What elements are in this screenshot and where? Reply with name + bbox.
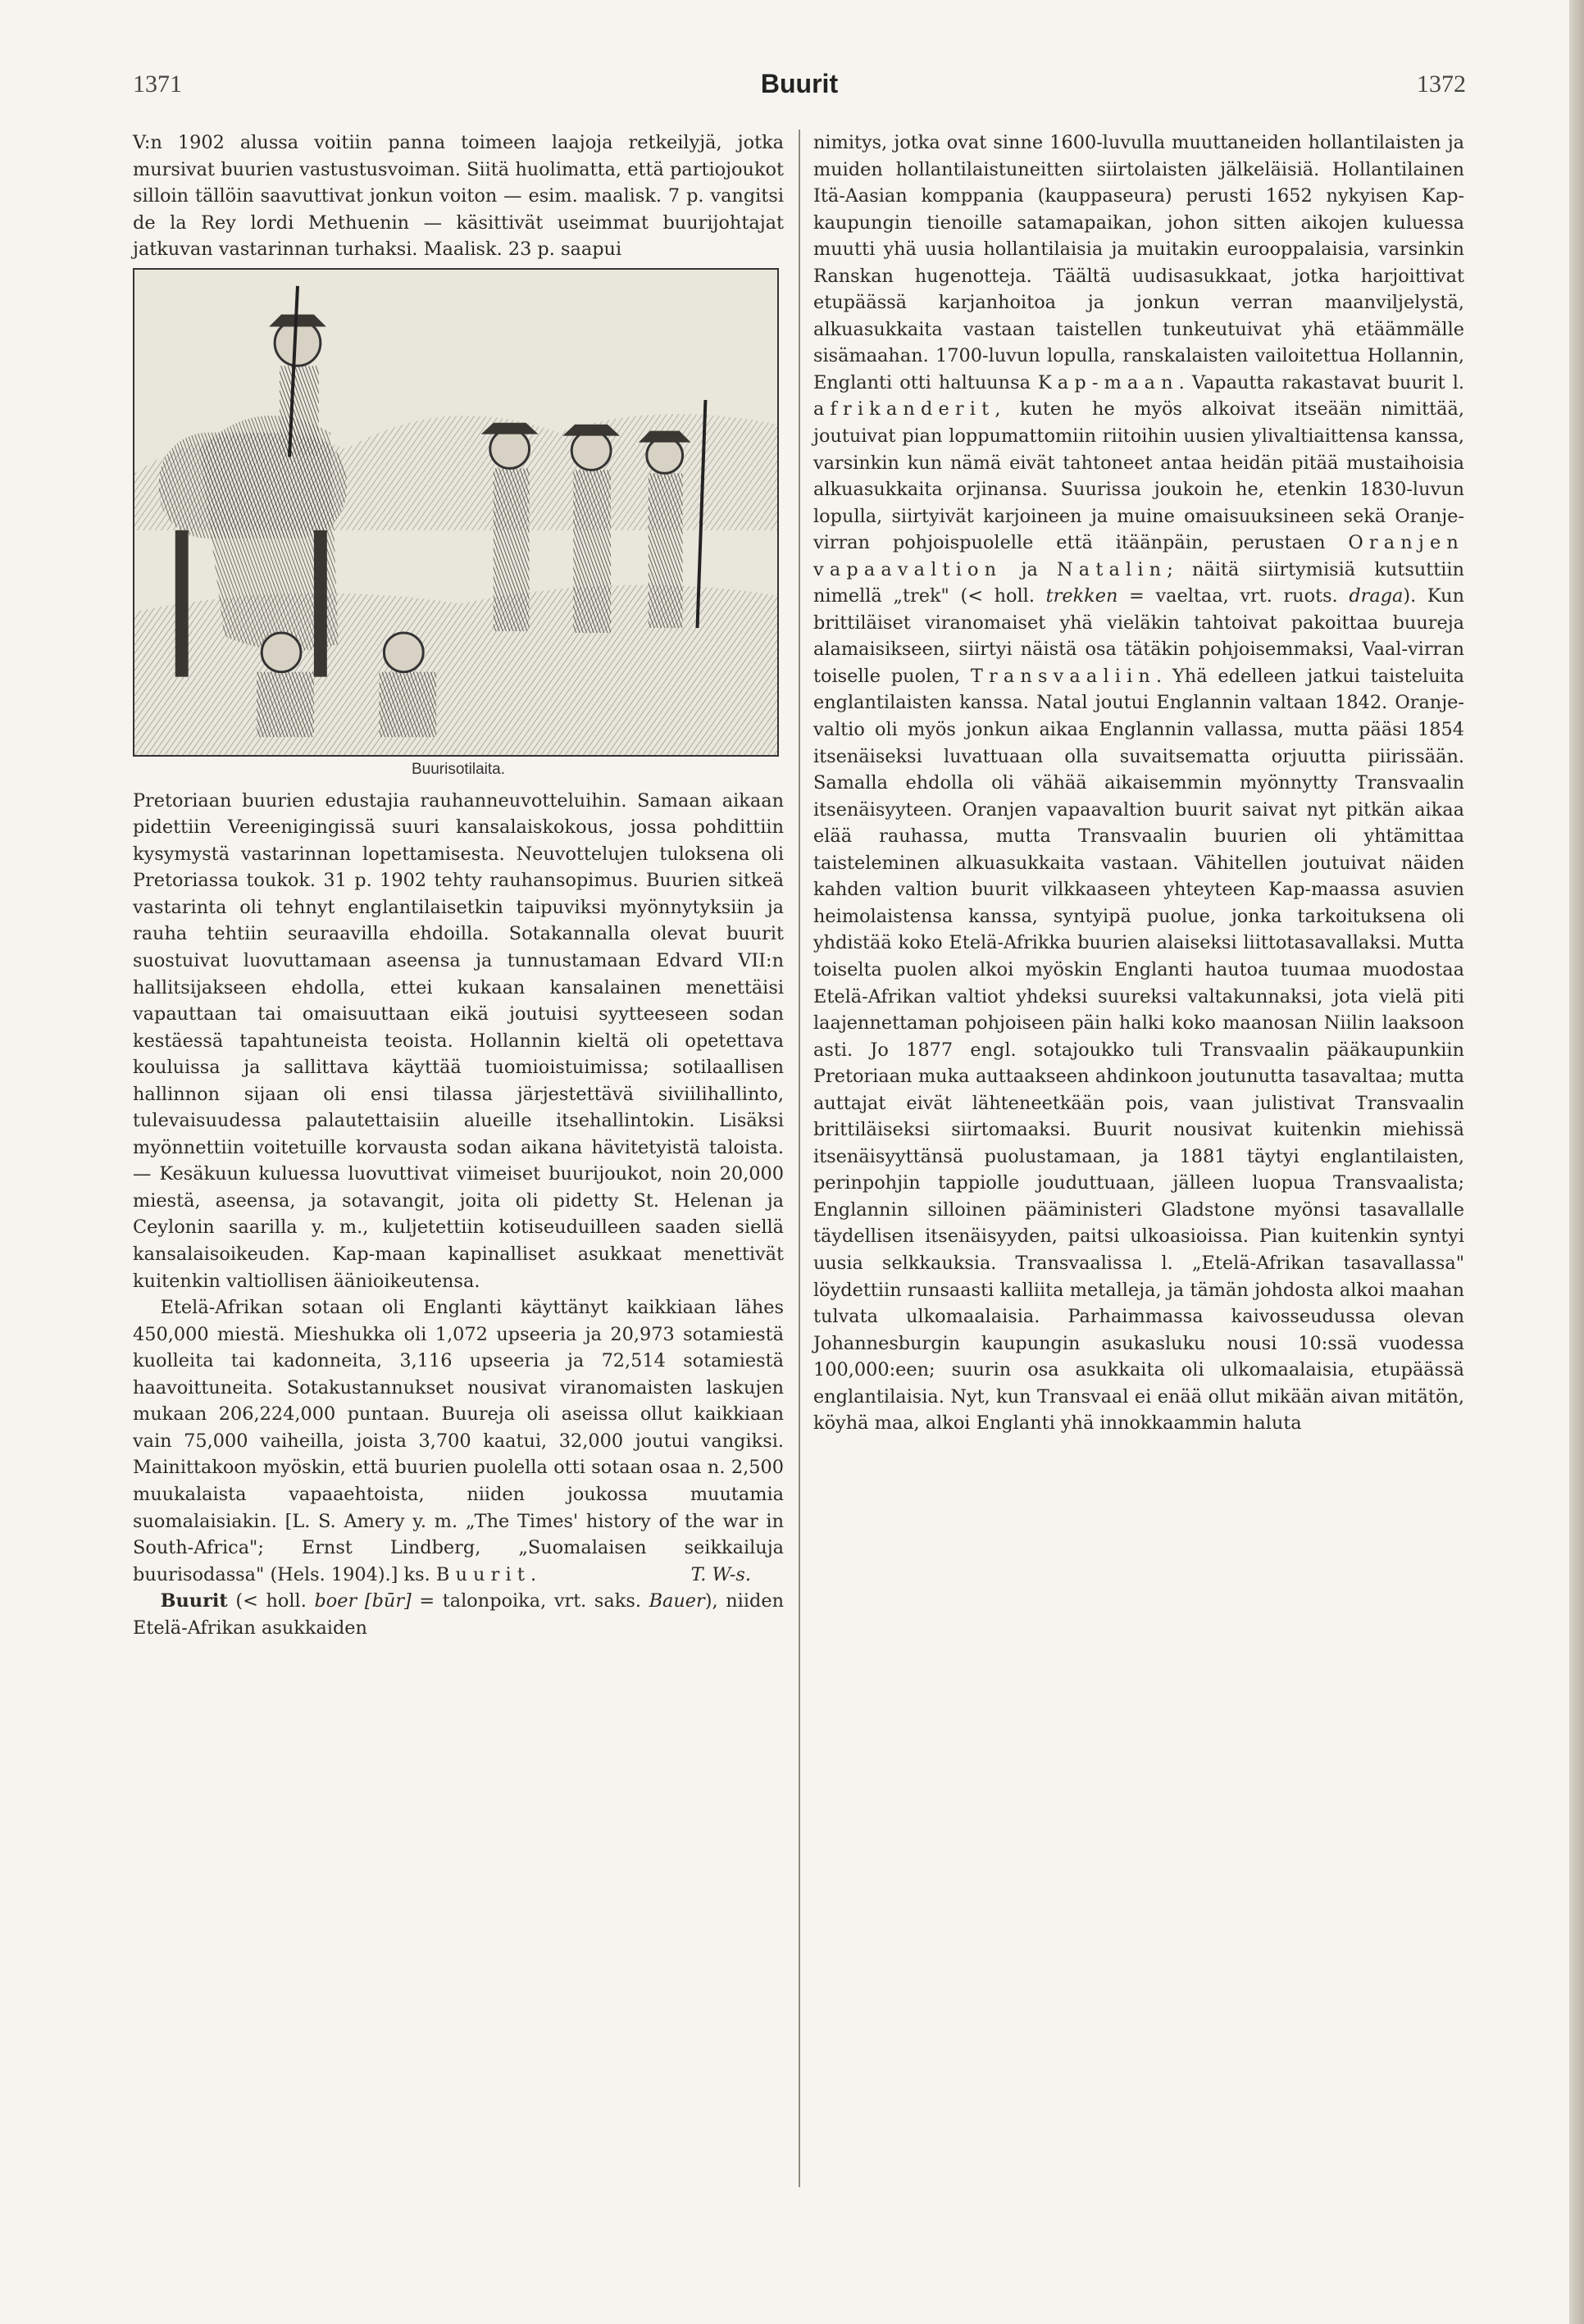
entry-part-a: (< holl. xyxy=(227,1590,315,1612)
right-text-5: ; näitä siirtymisiä kutsuttiin nimellä „trek" (< holl. xyxy=(813,558,1464,607)
entry-buurit xyxy=(133,1588,784,1641)
right-column xyxy=(813,130,1464,1437)
term-afrikanderit: afrikanderit xyxy=(813,398,995,421)
figure-image xyxy=(133,268,779,757)
page-number-right: 1372 xyxy=(1417,70,1466,98)
page-edge-shadow xyxy=(1569,0,1584,2324)
entry-part-c: = talonpoika, vrt. saks. xyxy=(411,1590,649,1612)
cross-reference: Buurit. xyxy=(435,1563,543,1585)
right-text-2: . Vapautta rakastavat buurit l. xyxy=(1178,371,1464,393)
boer-soldiers-illustration xyxy=(134,270,777,755)
term-oranjen-vapaavaltion: Oranjen vapaavaltion xyxy=(813,532,1464,580)
right-text-8: . Yhä edelleen jatkui taisteluita englantilaisten kanssa. Natal joutui Englannin valtaan 1842. Oranje-valtio oli myös jonkun aikaa Englannin vallassa, mutta pääsi 1854 itsenäiseksi luvattuaan olla suvaitsematta orjuutta piirissään. Samalla ehdolla oli vähää aikaisemmin myönnytty Transvaalin itsenäisyyteen. Oranjen vapaavaltion buurit saivat nyt pitkän aikaa elää rauhassa, mutta Transvaalin buurien oli yhtämittaa taisteleminen alkuasukkaita vastaan. Vähitellen joutuivat näiden kahden valtion buurit vilkkaaseen yhteyteen Kap-maassa asuvien heimolaistensa kanssa, syntyipä puolue, jonka tarkoituksena oli yhdistää koko Etelä-Afrikka buurien alaiseksi liittotasavallaksi. Mutta toiselta puolen alkoi myöskin Englanti hautoa tuumaa muodostaa Etelä-Afrikan valtiot yhdeksi suureksi valtakunnaksi, jota vielä piti laajennettaman pohjoiseen päin halki koko maanosan Niilin laaksoon asti. Jo 1877 engl. sotajoukko tuli Transvaalin pääkaupunkiin Pretoriaan muka auttaakseen ahdinkoon joutunutta tasavaltaa; mutta auttajat eivät lähteneetkään pois, vaan julistivat Transvaalin brittiläiseksi siirtomaaksi. Buurit nousivat kuitenkin miehissä itsenäisyyttänsä puolustamaan, ja 1881 täytyi englantilaisten, perinpohjin tappiolle jouduttuaan, jälleen luopua Transvaalista; Englannin silloinen pääministeri Gladstone myönsi tasavallalle täydellisen itsenäisyyden, paitsi ulkoasioissa. Pian kuitenkin syntyi uusia selkkauksia. Transvaalissa l. „Etelä-Afrikan tasavallassa" löydettiin runsaasti kalliita metalleja, ja tämän johdosta alkoi maahan tulvata ulkomaalaisia. Parhaimmassa kaivosseudussa olevan Johannesburgin kaupungin asukasluku nousi 10:ssä vuodessa 100,000:een; suurin osa asukkaita oli ulkomaalaisia, etupäässä englantilaisia. Nyt, kun Transvaal ei enää ollut mikään aivan mitätön, köyhä maa, alkoi Englanti yhä innokkaammin haluta xyxy=(813,665,1464,1435)
author-signature: T. W-s. xyxy=(690,1563,751,1585)
running-header xyxy=(133,70,1466,108)
entry-part-e: ), niiden Etelä-Afrikan asukkaiden xyxy=(133,1590,784,1639)
right-text-3: , kuten he myös alkoivat itseään nimittää, joutuivat pian loppumattomiin riitoihin uusien ylivaltiaittensa kanssa, varsinkin kun nämä eivät tahtoneet antaa heidän pitää mustaihoisia alkuasukkaita orjinansa. Suurissa joukoin he, etenkin 1830-luvun lopulla, siirtyivät karjoineen ja muine omaisuuksineen sekä Oranje-virran pohjoispuolelle että itäänpäin, perustaen xyxy=(813,398,1464,554)
entry-german: Bauer xyxy=(649,1590,705,1612)
term-trekken: trekken xyxy=(1045,585,1118,607)
entry-etymon: boer [būr] xyxy=(314,1590,412,1612)
left-column xyxy=(133,130,784,1641)
figure-boer-soldiers xyxy=(133,268,784,781)
right-text-1: nimitys, jotka ovat sinne 1600-luvulla muuttaneiden hollantilaisten ja muiden hollantilaistuneitten siirtolaisten jälkeläisiä. Hollantilainen Itä-Aasian komppania (kauppaseura) perusti 1652 nykyisen Kap-kaupungin tienoille satamapaikan, johon sitten aikojen kuluessa muutti yhä uusia hollantilaisia ja muitakin eurooppalaisia, varsinkin Ranskan hugenotteja. Täältä uudisasukkaat, jotka harjoittivat etupäässä karjanhoitoa ja jonkun verran maanviljelystä, alkuasukkaita vastaan taistellen tunkeutuivat yhä etäämmälle sisämaahan. 1700-luvun lopulla, ranskalaisten vailoitettua Hollannin, Englanti otti haltuunsa xyxy=(813,132,1464,393)
entry-headword: Buurit xyxy=(160,1590,228,1612)
term-transvaaliin: Transvaaliin xyxy=(970,665,1157,687)
term-draga: draga xyxy=(1349,585,1404,607)
column-divider xyxy=(799,130,800,2187)
term-kap-maan: Kap-maan xyxy=(1038,371,1179,393)
left-paragraph-2: Pretoriaan buurien edustajia rauhanneuvotteluihin. Samaan aikaan pidettiin Vereenigingissä suuri kansalaiskokous, jossa pohdittiin kysymystä vastarinnan lopettamisesta. Neuvottelujen tuloksena oli Pretoriassa toukok. 31 p. 1902 tehty rauhansopimus. Buurien sitkeä vastarinta oli tehnyt englantilaisetkin taipuviksi myönnytyksiin ja rauha tehtiin seuraavilla ehdoilla. Sotakannalla olevat buurit suostuivat luovuttamaan aseensa ja tunnustamaan Edvard VII:n hallitsijakseen ehdolla, ettei kukaan kansalainen menettäisi vapauttaan tai omaisuuttaan eikä joutuisi syytteeseen sodan kestäessä tapahtuneista teoista. Hollannin kieltä oli opetettava kouluissa ja sallittava käyttää tuomioistuimissa; sotilaallisen hallinnon sijaan oli ensi tilassa järjestettävä siviilihallinto, tulevaisuudessa palautettaisiin alueille itsehallintokin. Lisäksi myönnettiin voitetuille korvausta sodan aikana hävitetyistä taloista. — Kesäkuun kuluessa luovuttivat viimeiset buurijoukot, noin 20,000 miestä, aseensa, ja sotavangit, joita oli pidetty St. Helenan ja Ceylonin saarilla y. m., kuljetettiin kotiseuduilleen saaden siellä kansalaisoikeuden. Kap-maan kapinalliset asukkaat menettivät kuitenkin valtiollisen äänioikeutensa. xyxy=(133,789,784,1292)
left-paragraph-3 xyxy=(133,1294,784,1588)
left-paragraph-1: V:n 1902 alussa voitiin panna toimeen laajoja retkeilyjä, jotka mursivat buurien vastustusvoiman. Siitä huolimatta, että partiojoukot silloin tällöin saavuttivat jonkun voiton — esim. maalisk. 7 p. vangitsi de la Rey lordi Methuenin — käsittivät useimmat buurijohtajat jatkuvan vastarinnan turhaksi. Maalisk. 23 p. saapui xyxy=(133,132,784,261)
running-title: Buurit xyxy=(760,69,839,98)
figure-caption: Buurisotilaita. xyxy=(411,760,506,778)
right-text-6: = vaeltaa, vrt. ruots. xyxy=(1117,585,1350,607)
right-text-4: ja xyxy=(1002,558,1058,580)
page-number-left: 1371 xyxy=(133,70,182,98)
left-paragraph-3-text: Etelä-Afrikan sotaan oli Englanti käyttänyt kaikkiaan lähes 450,000 miestä. Mieshukka oli 1,072 upseeria ja 20,973 sotamiestä kuolleita tai kadonneita, 3,116 upseeria ja 72,514 sotamiestä haavoittuneita. Sotakustannukset nousivat viranomaisten laskujen mukaan 206,224,000 puntaan. Buureja oli aseissa ollut kaikkiaan vain 75,000 vaiheilla, joista 3,700 kaatui, 32,000 joutui vangiksi. Mainittakoon myöskin, että buurien puolella otti sotaan osaa n. 2,500 muukalaista vapaaehtoista, niiden joukossa muutamia suomalaisiakin. [L. S. Amery y. m. „The Times' history of the war in South-Africa"; Ernst Lindberg, „Suomalaisen seikkailuja buurisodassa" (Hels. 1904).] ks. xyxy=(133,1297,784,1585)
right-paragraph xyxy=(813,130,1464,1437)
term-natalin: Natalin xyxy=(1057,558,1168,580)
right-text-7: ). Kun brittiläiset viranomaiset yhä vieläkin tahtoivat pakoittaa buureja alamaisikseen, siirtyi näistä osa tätäkin pohjoisemmaksi, Vaal-virran toiselle puolen, xyxy=(813,585,1465,687)
